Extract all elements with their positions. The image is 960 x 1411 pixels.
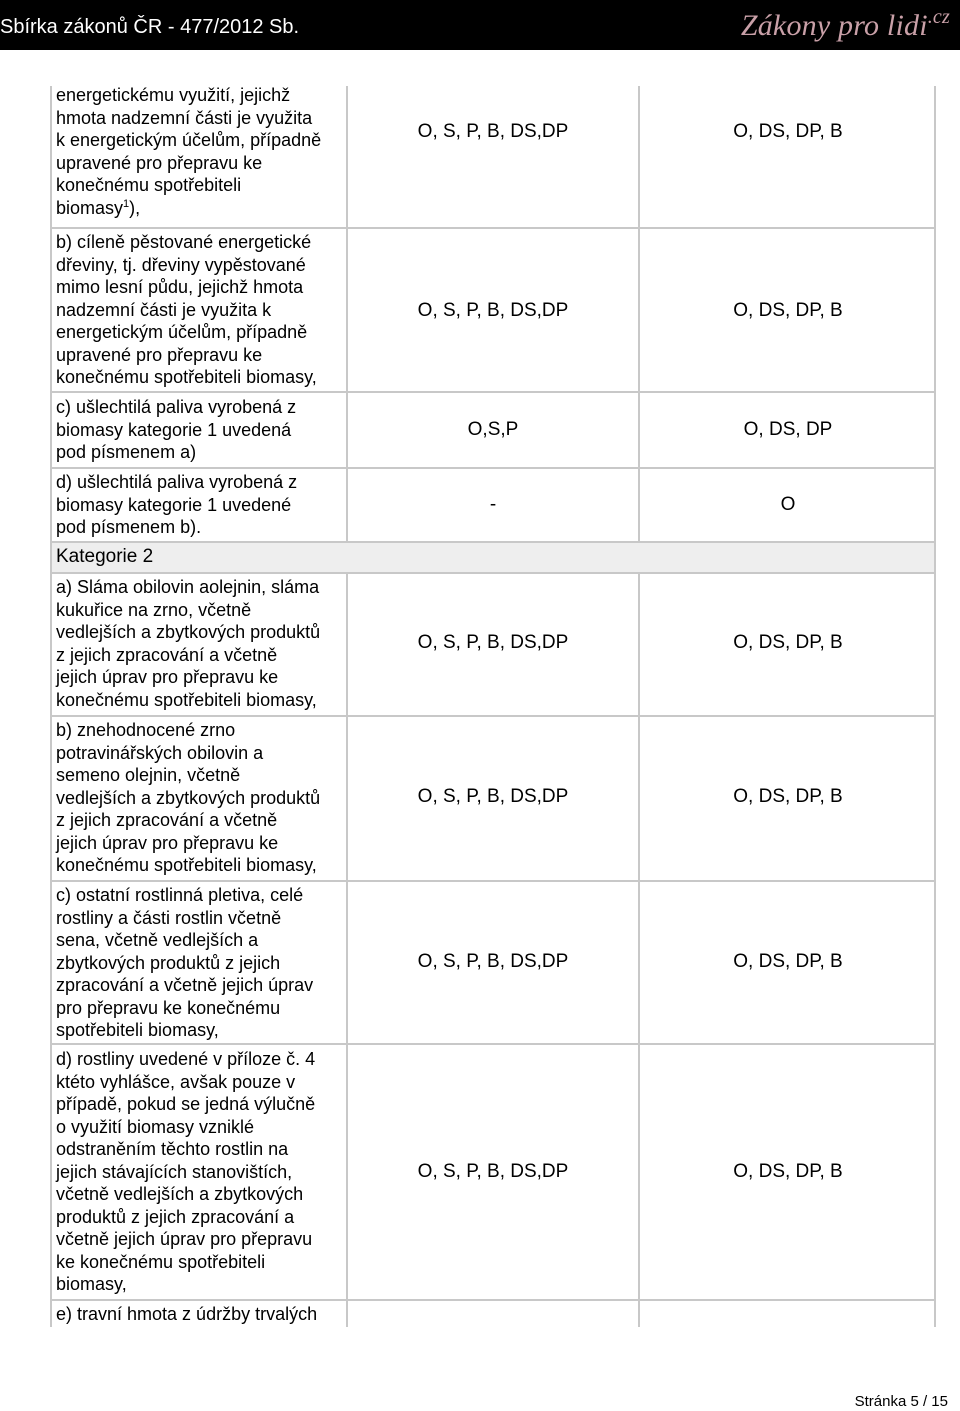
category-row [50, 542, 936, 572]
table-border-left [50, 86, 52, 1327]
site-logo-suffix: .cz [927, 6, 950, 28]
row-divider [50, 572, 936, 574]
table-row-col3: O, DS, DP, B [733, 300, 843, 321]
table-row-col2: O, S, P, B, DS,DP [417, 632, 569, 653]
table-row-description: a) Sláma obilovin aolejnin, sláma kukuřice na zrno, včetně vedlejších a zbytkových produktů z jejich zpracování a včetně jejich úprav pro přepravu ke konečnému spotřebiteli biomasy, [56, 577, 321, 710]
table-row-col2: O, S, P, B, DS,DP [417, 786, 569, 807]
document-title: Sbírka zákonů ČR - 477/2012 Sb. [0, 16, 300, 38]
table-row-col3: O, DS, DP, B [733, 786, 843, 807]
category-label: Kategorie 2 [56, 546, 154, 567]
row-text-tail: biomasy [56, 197, 124, 218]
page-number: Stránka 5 / 15 [854, 1393, 948, 1410]
table-column-divider-2b [638, 572, 640, 1327]
footnote-ref[interactable]: 1 [123, 197, 130, 210]
table-row-description: c) ostatní rostlinná pletiva, celé rostliny a části rostlin včetně sena, včetně vedlejších a zbytkových produktů z jejich zpracování a včetně jejich úprav pro přepravu ke konečnému spotřebiteli biomasy, [56, 885, 314, 1040]
table-row-col2: O,S,P [467, 419, 519, 440]
table-column-divider-1b [346, 572, 348, 1327]
table-row-col2: O, S, P, B, DS,DP [417, 1161, 569, 1182]
table-row-description: c) ušlechtilá paliva vyrobená z biomasy kategorie 1 uvedená pod písmenem a) [56, 397, 297, 462]
row-divider [50, 880, 936, 882]
table-row-col2: - [489, 494, 497, 515]
table-row-col3: O, DS, DP, B [733, 1161, 843, 1182]
table-row-col3: O, DS, DP, B [733, 632, 843, 653]
table-row-col3: O [780, 494, 796, 515]
table-row-col2: O, S, P, B, DS,DP [417, 951, 569, 972]
row-divider [50, 541, 936, 543]
table-row-col2: O, S, P, B, DS,DP [417, 121, 569, 142]
site-logo-text: Zákony pro lidi [740, 9, 928, 42]
row-divider [50, 1043, 936, 1045]
row-text-after: ), [129, 197, 141, 218]
table-row-col3: O, DS, DP [743, 419, 833, 440]
table-column-divider-2 [638, 86, 640, 542]
row-divider [50, 467, 936, 469]
table-row-col2: O, S, P, B, DS,DP [417, 300, 569, 321]
row-divider [50, 1299, 936, 1301]
table-row-description [56, 84, 346, 219]
table-row-description: d) ušlechtilá paliva vyrobená z biomasy kategorie 1 uvedené pod písmenem b). [56, 472, 298, 537]
row-text: energetickému využití, jejichž hmota nadzemní části je využita k energetickým účelům, případně upravené pro přepravu ke konečnému spotřebiteli [56, 85, 322, 195]
table-row-description: e) travní hmota z údržby trvalých [56, 1304, 318, 1324]
table-border-right [934, 86, 936, 1327]
table-row-col3: O, DS, DP, B [733, 951, 843, 972]
table-row-description: b) znehodnocené zrno potravinářských obilovin a semeno olejnin, včetně vedlejších a zbytkových produktů z jejich zpracování a včetně jejich úprav pro přepravu ke konečnému spotřebiteli biomasy, [56, 720, 321, 875]
table-row-description: d) rostliny uvedené v příloze č. 4 ktéto vyhlášce, avšak pouze v případě, pokud se jedná výlučně o využití biomasy vzniklé odstraněním těchto rostlin na jejich stávajících stanovištích, včetně vedlejších a zbytkových produktů z jejich zpracování a včetně jejich úprav pro přepravu ke konečnému spotřebiteli biomasy, [56, 1049, 316, 1294]
row-divider [50, 715, 936, 717]
row-divider [50, 391, 936, 393]
table-column-divider-1 [346, 86, 348, 542]
table-row-description: b) cíleně pěstované energetické dřeviny, tj. dřeviny vypěstované mimo lesní půdu, jejichž hmota nadzemní části je využita k energetickým účelům, případně upravené pro přepravu ke konečnému spotřebiteli biomasy, [56, 232, 317, 387]
table-row-col3: O, DS, DP, B [733, 121, 843, 142]
row-divider [50, 227, 936, 229]
